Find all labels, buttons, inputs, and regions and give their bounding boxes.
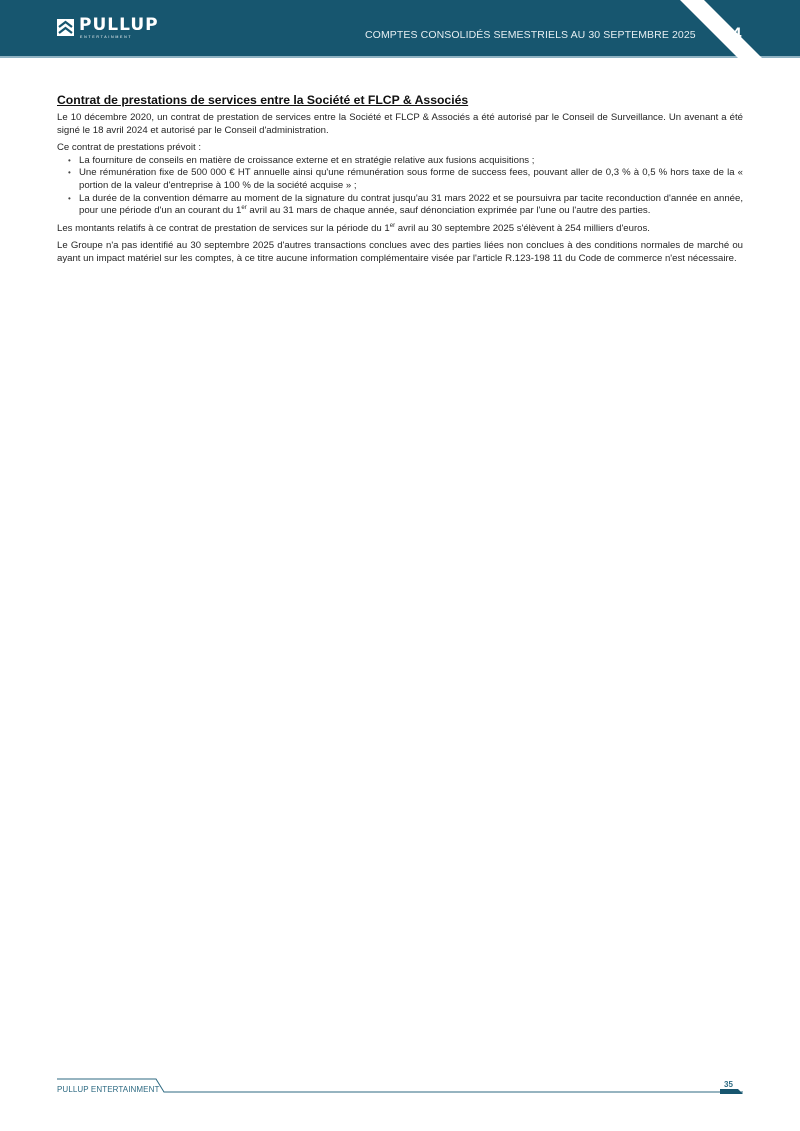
chapter-number: 4 <box>732 24 742 43</box>
list-item: • Une rémunération fixe de 500 000 € HT annuelle ainsi qu'une rémunération sous forme de success fees, pouvant aller de 0,3 % à 0,5 % hors taxe de la « portion de la valeur d'entreprise à 100 % de la société acquise » ; <box>79 167 743 192</box>
paragraph-contract-date: Le 10 décembre 2020, un contrat de prestation de services entre la Société et FLCP & Associés a été autorisé par le Conseil de Surveillance. Un avenant a été signé le 18 avril 2024 et autorisé par le Conseil d'administration. <box>57 112 743 136</box>
list-item: • La durée de la convention démarre au moment de la signature du contrat jusqu'au 31 mars 2022 et se poursuivra par tacite reconduction d'année en année, pour une période d'un an courant du 1er avril au 31 mars de chaque année, sauf dénonciation exprimée par l'une ou l'autre des parties. <box>79 193 743 218</box>
contract-terms-list <box>57 155 743 218</box>
pullup-chevron-icon <box>57 19 74 36</box>
paragraph-other-transactions: Le Groupe n'a pas identifié au 30 septembre 2025 d'autres transactions conclues avec des parties liées non conclues à des conditions normales de marché ou ayant un impact matériel sur les comptes, à ce titre aucune information complémentaire visée par l'article R.123-198 11 du Code de commerce n'est nécessaire. <box>57 240 743 264</box>
page-number: 35 <box>724 1080 733 1089</box>
document-body <box>57 93 743 271</box>
section-title: Contrat de prestations de services entre la Société et FLCP & Associés <box>57 93 469 107</box>
logo-subtext: ENTERTAINMENT <box>80 35 133 39</box>
paragraph-amounts: Les montants relatifs à ce contrat de prestation de services sur la période du 1er avril au 30 septembre 2025 s'élèvent à 254 milliers d'euros. <box>57 222 650 234</box>
list-item: • La fourniture de conseils en matière de croissance externe et en stratégie relative aux fusions acquisitions ; <box>79 155 743 168</box>
list-intro: Ce contrat de prestations prévoit : <box>57 142 201 154</box>
footer-company-name: PULLUP ENTERTAINMENT <box>57 1085 160 1094</box>
logo-wordmark: PULLUP <box>79 15 159 35</box>
page-header <box>0 0 800 58</box>
document-title: COMPTES CONSOLIDÉS SEMESTRIELS AU 30 SEPTEMBRE 2025 <box>365 29 696 41</box>
